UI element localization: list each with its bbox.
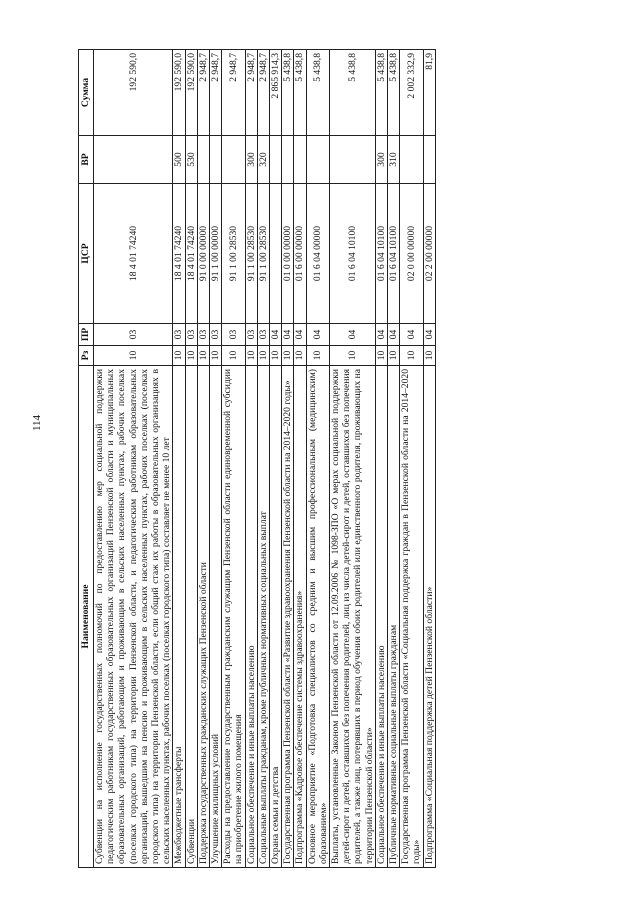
cell-name: Поддержка государственных гражданских служащих Пензенской области <box>197 366 209 868</box>
cell-sum: 2 002 332,9 <box>400 50 423 136</box>
cell-csr: 01 6 04 10100 <box>330 184 376 324</box>
budget-table <box>78 49 436 868</box>
cell-csr: 91 1 00 28530 <box>222 184 245 324</box>
cell-pr: 04 <box>330 324 376 346</box>
cell-rz: 10 <box>222 346 245 366</box>
table-row <box>245 50 257 868</box>
cell-name: Социальные выплаты гражданам, кроме публичных нормативных социальных выплат <box>257 366 269 868</box>
cell-rz: 10 <box>306 346 329 366</box>
cell-pr: 04 <box>294 324 306 346</box>
cell-pr: 03 <box>222 324 245 346</box>
cell-rz: 10 <box>270 346 282 366</box>
cell-csr: 01 6 04 00000 <box>306 184 329 324</box>
cell-vr <box>197 136 209 184</box>
cell-name: Подпрограмма «Кадровое обеспечение системы здравоохранения» <box>294 366 306 868</box>
cell-sum: 2 948,7 <box>245 50 257 136</box>
cell-name: Публичные нормативные социальные выплаты гражданам <box>388 366 400 868</box>
cell-sum: 5 438,8 <box>388 50 400 136</box>
cell-rz: 10 <box>197 346 209 366</box>
cell-rz: 10 <box>388 346 400 366</box>
header-vr: ВР <box>79 136 94 184</box>
table-row <box>222 50 245 868</box>
page-number: 114 <box>31 414 43 432</box>
header-csr: ЦСР <box>79 184 94 324</box>
cell-csr: 18 4 01 74240 <box>94 184 173 324</box>
cell-pr: 03 <box>173 324 185 346</box>
table-row <box>197 50 209 868</box>
cell-vr <box>423 136 435 184</box>
cell-rz: 10 <box>210 346 222 366</box>
cell-vr <box>400 136 423 184</box>
cell-vr <box>282 136 294 184</box>
cell-vr <box>330 136 376 184</box>
cell-pr: 03 <box>210 324 222 346</box>
cell-vr <box>270 136 282 184</box>
table-header-row <box>79 50 94 868</box>
table-row <box>388 50 400 868</box>
cell-rz: 10 <box>173 346 185 366</box>
cell-rz: 10 <box>423 346 435 366</box>
table-row <box>375 50 387 868</box>
cell-sum: 192 590,0 <box>185 50 197 136</box>
cell-sum: 5 438,8 <box>294 50 306 136</box>
cell-name: Расходы на предоставление государственным гражданским служащим Пензенской области единовременной субсидии на приобретение жилого помещения <box>222 366 245 868</box>
cell-name: Социальное обеспечение и иные выплаты населению <box>375 366 387 868</box>
cell-vr: 530 <box>185 136 197 184</box>
cell-sum: 5 438,8 <box>375 50 387 136</box>
table-row <box>282 50 294 868</box>
table-row <box>94 50 173 868</box>
cell-csr: 01 6 04 10100 <box>388 184 400 324</box>
cell-pr: 03 <box>185 324 197 346</box>
cell-csr: 01 0 00 00000 <box>282 184 294 324</box>
cell-sum: 2 948,7 <box>257 50 269 136</box>
cell-csr: 02 2 00 00000 <box>423 184 435 324</box>
cell-rz: 10 <box>245 346 257 366</box>
cell-csr: 02 0 00 00000 <box>400 184 423 324</box>
cell-rz: 10 <box>257 346 269 366</box>
cell-csr: 91 1 00 00000 <box>210 184 222 324</box>
cell-csr: 18 4 01 74240 <box>173 184 185 324</box>
cell-pr: 04 <box>375 324 387 346</box>
header-rz: Рз <box>79 346 94 366</box>
cell-csr: 18 4 01 74240 <box>185 184 197 324</box>
cell-pr: 03 <box>257 324 269 346</box>
cell-pr: 03 <box>94 324 173 346</box>
cell-rz: 10 <box>185 346 197 366</box>
cell-csr: 91 1 00 28530 <box>245 184 257 324</box>
cell-name: Подпрограмма «Социальная поддержка детей Пензенской области» <box>423 366 435 868</box>
header-pr: ПР <box>79 324 94 346</box>
cell-name: Субвенции <box>185 366 197 868</box>
cell-rz: 10 <box>94 346 173 366</box>
cell-name: Субвенции на исполнение государственных полномочий по предоставлению мер социальной поддержки педагогическим работникам государственных образовательных организаций Пензенской области и муниципальных образовательных организаций, работающим и проживающим в сельских населенных пунктах, рабочих поселках (поселках городского типа) на территории Пензенской области, и педагогическим работникам образовательных организаций, вышедшим на пенсию и проживающим в сельских населенных пунктах, рабочих поселках (поселках городского типа) на территории Пензенской области, если общий стаж их работы в образовательных организациях в сельских населенных пунктах, рабочих поселках (поселках городского типа) составляет не менее 10 лет <box>94 366 173 868</box>
cell-csr: 01 6 04 10100 <box>375 184 387 324</box>
cell-sum: 2 948,7 <box>210 50 222 136</box>
cell-pr: 04 <box>388 324 400 346</box>
cell-pr: 04 <box>423 324 435 346</box>
cell-csr: 01 6 00 00000 <box>294 184 306 324</box>
table-row <box>306 50 329 868</box>
cell-pr: 03 <box>245 324 257 346</box>
table-row <box>400 50 423 868</box>
cell-sum: 2 865 914,3 <box>270 50 282 136</box>
cell-name: Улучшение жилищных условий <box>210 366 222 868</box>
table-row <box>210 50 222 868</box>
cell-sum: 5 438,8 <box>330 50 376 136</box>
cell-pr: 04 <box>400 324 423 346</box>
rotated-table-container <box>78 50 584 868</box>
cell-rz: 10 <box>375 346 387 366</box>
cell-sum: 5 438,8 <box>282 50 294 136</box>
cell-csr: 91 1 00 28530 <box>257 184 269 324</box>
header-sum: Сумма <box>79 50 94 136</box>
cell-name: Охрана семьи и детства <box>270 366 282 868</box>
cell-vr <box>210 136 222 184</box>
cell-rz: 10 <box>400 346 423 366</box>
cell-pr: 04 <box>270 324 282 346</box>
cell-pr: 04 <box>282 324 294 346</box>
table-row <box>423 50 435 868</box>
table-body <box>94 50 436 868</box>
table-row <box>185 50 197 868</box>
cell-name: Выплаты, установленные Законом Пензенской области от 12.09.2006 № 1098-ЗПО «О мерах социальной поддержки детей-сирот и детей, оставшихся без попечения родителей, лиц из числа детей-сирот и детей, оставшихся без попечения родителей, а также лиц, потерявших в период обучения обоих родителей или единственного родителя, проживающих на территории Пензенской области» <box>330 366 376 868</box>
cell-vr <box>294 136 306 184</box>
cell-name: Государственная программа Пензенской области «Социальная поддержка граждан в Пензенской области на 2014–2020 годы» <box>400 366 423 868</box>
header-name: Наименование <box>79 366 94 868</box>
cell-vr: 500 <box>173 136 185 184</box>
cell-name: Социальное обеспечение и иные выплаты населению <box>245 366 257 868</box>
cell-name: Межбюджетные трансферты <box>173 366 185 868</box>
cell-sum: 81,9 <box>423 50 435 136</box>
cell-sum: 2 948,7 <box>197 50 209 136</box>
table-row <box>294 50 306 868</box>
cell-csr: 91 0 00 00000 <box>197 184 209 324</box>
cell-sum: 192 590,0 <box>94 50 173 136</box>
table-row <box>173 50 185 868</box>
cell-name: Основное мероприятие «Подготовка специалистов со средним и высшим профессиональным (медицинским) образованием» <box>306 366 329 868</box>
cell-vr: 310 <box>388 136 400 184</box>
cell-name: Государственная программа Пензенской области «Развитие здравоохранения Пензенской области на 2014–2020 годы» <box>282 366 294 868</box>
cell-sum: 2 948,7 <box>222 50 245 136</box>
table-row <box>270 50 282 868</box>
cell-sum: 5 438,8 <box>306 50 329 136</box>
cell-pr: 03 <box>197 324 209 346</box>
cell-pr: 04 <box>306 324 329 346</box>
cell-vr <box>306 136 329 184</box>
cell-vr <box>222 136 245 184</box>
cell-csr <box>270 184 282 324</box>
cell-vr: 300 <box>375 136 387 184</box>
cell-sum: 192 590,0 <box>173 50 185 136</box>
cell-vr: 320 <box>257 136 269 184</box>
table-row <box>330 50 376 868</box>
cell-rz: 10 <box>282 346 294 366</box>
cell-rz: 10 <box>294 346 306 366</box>
cell-vr <box>94 136 173 184</box>
table-row <box>257 50 269 868</box>
cell-vr: 300 <box>245 136 257 184</box>
cell-rz: 10 <box>330 346 376 366</box>
